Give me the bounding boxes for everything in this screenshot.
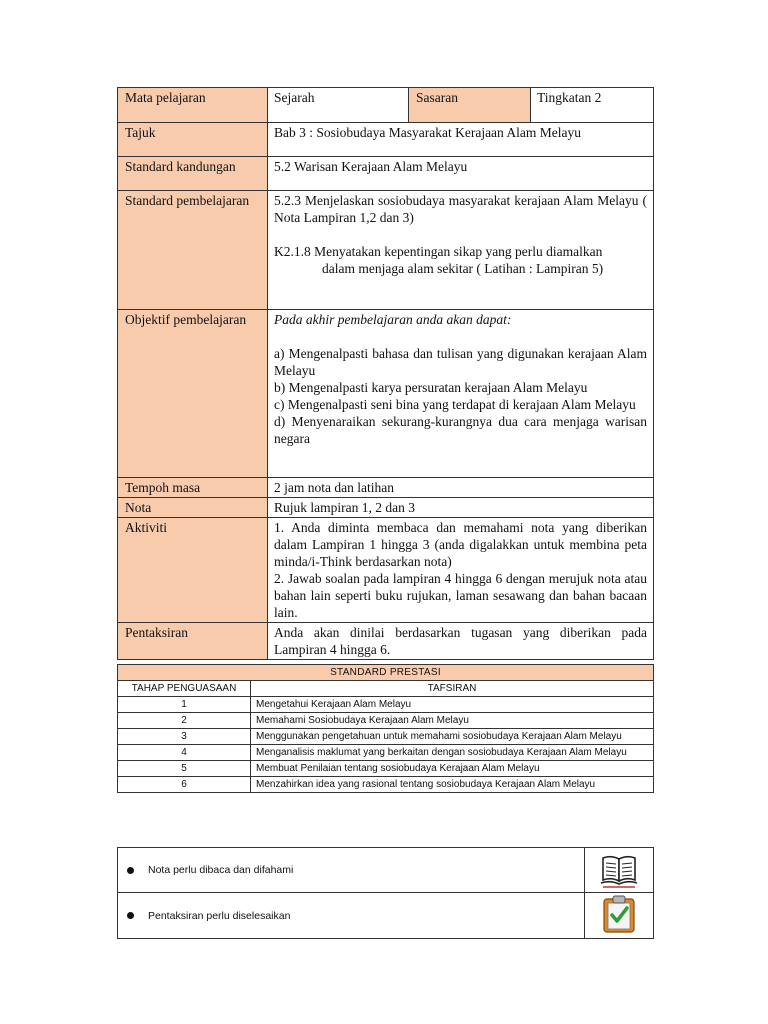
standard-kandungan-label: Standard kandungan	[118, 157, 268, 191]
prestasi-level: 4	[118, 745, 251, 761]
note-text: Pentaksiran perlu diselesaikan	[148, 909, 291, 922]
prestasi-title: STANDARD PRESTASI	[118, 665, 654, 681]
prestasi-text: Memahami Sosiobudaya Kerajaan Alam Melayu	[251, 713, 654, 729]
objektif-item: b) Mengenalpasti karya persuratan kerajaan Alam Melayu	[274, 380, 588, 395]
sp-line-2: K2.1.8 Menyatakan kepentingan sikap yang perlu diamalkan	[274, 244, 603, 259]
aktiviti-item: 2. Jawab soalan pada lampiran 4 hingga 6 dengan merujuk nota atau bahan lain seperti buku rujukan, laman sesawang dan bahan bacaan lain.	[274, 571, 647, 620]
prestasi-text: Menggunakan pengetahuan untuk memahami sosiobudaya Kerajaan Alam Melayu	[251, 729, 654, 745]
table-row	[118, 761, 654, 777]
nota-value: Rujuk lampiran 1, 2 dan 3	[268, 498, 654, 518]
notes-table	[117, 847, 654, 939]
prestasi-level: 6	[118, 777, 251, 793]
objektif-intro: Pada akhir pembelajaran anda akan dapat:	[274, 312, 512, 327]
note-item	[118, 893, 585, 939]
objektif-item: c) Mengenalpasti seni bina yang terdapat di kerajaan Alam Melayu	[274, 397, 636, 412]
table-row	[118, 713, 654, 729]
mata-pelajaran-label: Mata pelajaran	[118, 88, 268, 123]
standard-pembelajaran-value	[268, 191, 654, 310]
objektif-value	[268, 310, 654, 478]
standard-pembelajaran-label: Standard pembelajaran	[118, 191, 268, 310]
objektif-item: d) Menyenaraikan sekurang-kurangnya dua cara menjaga warisan negara	[274, 414, 647, 446]
prestasi-col-tahap: TAHAP PENGUASAAN	[118, 681, 251, 697]
mata-pelajaran-value: Sejarah	[268, 88, 409, 123]
prestasi-text: Menganalisis maklumat yang berkaitan dengan sosiobudaya Kerajaan Alam Melayu	[251, 745, 654, 761]
pentaksiran-value: Anda akan dinilai berdasarkan tugasan yang diberikan pada Lampiran 4 hingga 6.	[268, 623, 654, 660]
objektif-label: Objektif pembelajaran	[118, 310, 268, 478]
note-item	[118, 848, 585, 893]
note-text: Nota perlu dibaca dan difahami	[148, 864, 294, 876]
prestasi-text: Mengetahui Kerajaan Alam Melayu	[251, 697, 654, 713]
sasaran-value: Tingkatan 2	[531, 88, 654, 123]
lesson-info-table	[117, 87, 654, 660]
aktiviti-label: Aktiviti	[118, 518, 268, 623]
standard-prestasi-table	[117, 664, 654, 793]
bullet-icon	[127, 867, 134, 874]
tempoh-value: 2 jam nota dan latihan	[268, 478, 654, 498]
prestasi-level: 3	[118, 729, 251, 745]
table-row	[118, 729, 654, 745]
tajuk-label: Tajuk	[118, 123, 268, 157]
prestasi-text: Menzahirkan idea yang rasional tentang sosiobudaya Kerajaan Alam Melayu	[251, 777, 654, 793]
table-row	[118, 697, 654, 713]
note-icon-cell	[585, 893, 654, 939]
objektif-item: a) Mengenalpasti bahasa dan tulisan yang digunakan kerajaan Alam Melayu	[274, 346, 647, 378]
table-row	[118, 745, 654, 761]
prestasi-text: Membuat Penilaian tentang sosiobudaya Kerajaan Alam Melayu	[251, 761, 654, 777]
aktiviti-item: 1. Anda diminta membaca dan memahami nota yang diberikan dalam Lampiran 1 hingga 3 (anda digalakkan untuk membina peta minda/i-Think berdasarkan nota)	[274, 520, 647, 569]
nota-label: Nota	[118, 498, 268, 518]
table-row	[118, 777, 654, 793]
prestasi-level: 2	[118, 713, 251, 729]
tajuk-value: Bab 3 : Sosiobudaya Masyarakat Kerajaan Alam Melayu	[268, 123, 654, 157]
clipboard-check-icon	[600, 894, 638, 934]
open-book-icon	[599, 850, 639, 888]
sp-line-3: dalam menjaga alam sekitar ( Latihan : Lampiran 5)	[322, 261, 604, 276]
sasaran-label: Sasaran	[409, 88, 531, 123]
prestasi-col-tafsiran: TAFSIRAN	[251, 681, 654, 697]
tempoh-label: Tempoh masa	[118, 478, 268, 498]
bullet-icon	[127, 912, 134, 919]
pentaksiran-label: Pentaksiran	[118, 623, 268, 660]
note-icon-cell	[585, 848, 654, 893]
standard-kandungan-value: 5.2 Warisan Kerajaan Alam Melayu	[268, 157, 654, 191]
prestasi-level: 5	[118, 761, 251, 777]
prestasi-level: 1	[118, 697, 251, 713]
sp-line-1: 5.2.3 Menjelaskan sosiobudaya masyarakat kerajaan Alam Melayu ( Nota Lampiran 1,2 dan 3)	[274, 193, 647, 225]
aktiviti-value	[268, 518, 654, 623]
